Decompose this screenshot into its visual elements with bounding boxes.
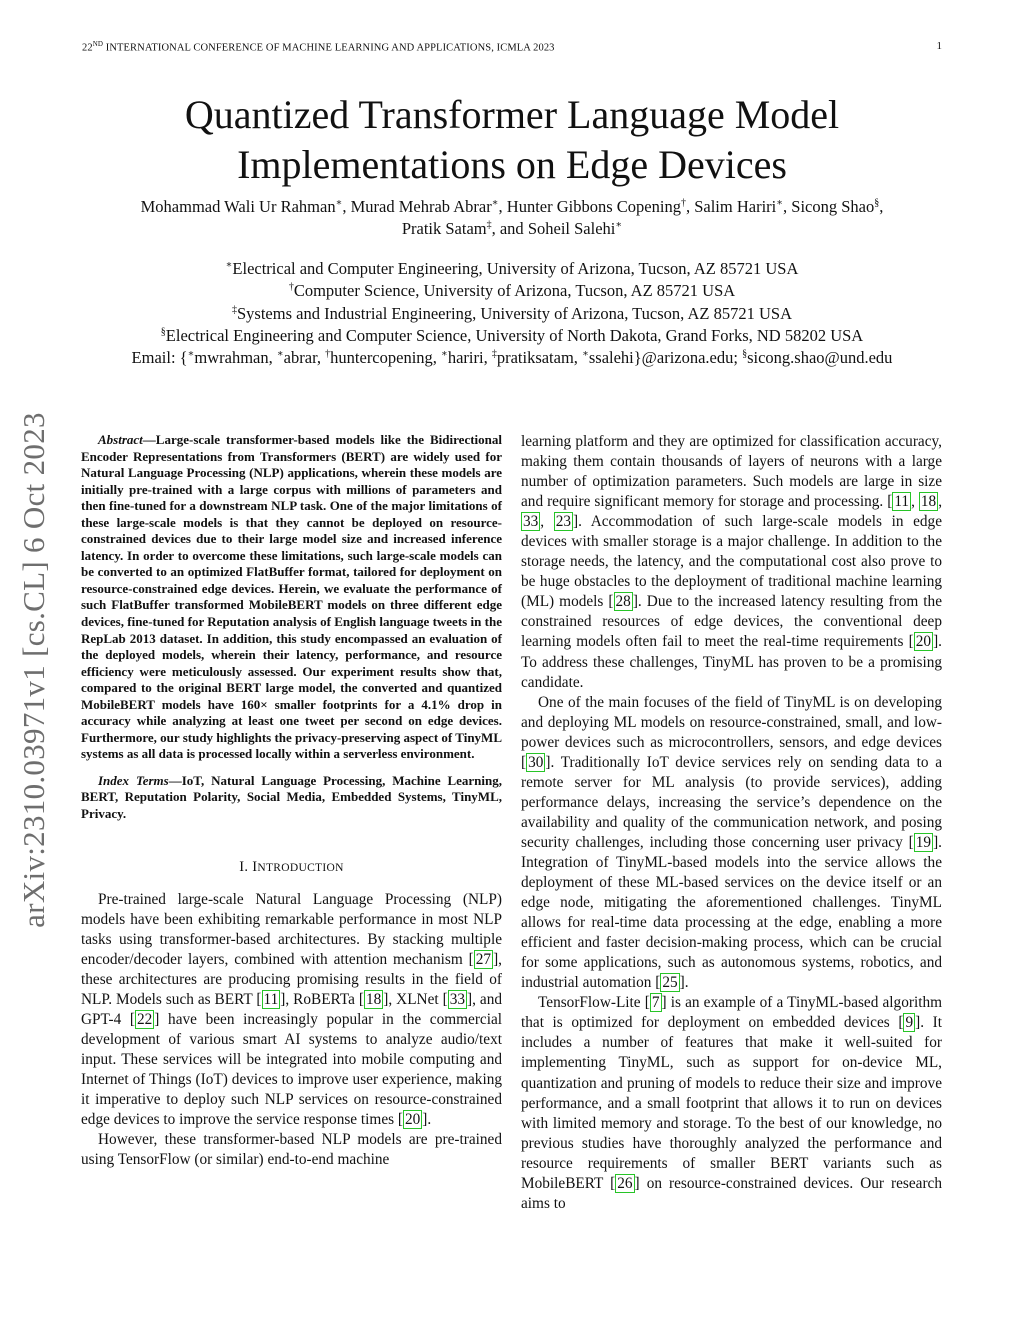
arxiv-identifier: arXiv:2310.03971v1 [cs.CL] 6 Oct 2023 xyxy=(16,412,51,928)
intro-paragraph-4: TensorFlow-Lite [ 7 ] is an example of a TinyML-based algorithm that is optimized for deployment on embedded devices [ 9 ]. It includes a number of features that make it well-suited for implementing TinyML, such as support for on-device ML, quantization and pruning of models to reduce their size and improve performance, and a small footprint that allows it to run on devices with limited memory and storage. To the best of our knowledge, no previous studies have thoroughly analyzed the performance and resource requirements of smaller BERT variants such as MobileBERT [ 26 ] on resource-constrained devices. Our research aims to xyxy=(521,994,942,1212)
citation-link[interactable]: 22 xyxy=(137,1010,153,1028)
citation-link[interactable]: 27 xyxy=(475,950,492,968)
right-column xyxy=(521,432,942,1214)
affiliations xyxy=(70,258,954,369)
citation-link[interactable]: 25 xyxy=(662,974,678,992)
section-heading-introduction: I. INTRODUCTION xyxy=(239,858,344,875)
abstract: Abstract—Large-scale transformer-based models like the Bidirectional Encoder Representations from Transformers (BERT) are widely used for Natural Language Processing (NLP) applications, wherein these models are initially pre-trained with a large corpus with millions of parameters and then fine-tuned for a downstream NLP task. One of the major limitations of these large-scale models is that they cannot be deployed on resource-constrained devices due to their large model size and increased inference latency. In order to overcome these limitations, such large-scale models can be converted to an optimized FlatBuffer format, tailored for deployment on resource-constrained edge devices. Herein, we evaluate the performance of such FlatBuffer transformed MobileBERT models on three different edge devices, fine-tuned for Reputation analysis of English language tweets in the RepLab 2013 dataset. In addition, this study encompassed an evaluation of the deployed models, wherein their latency, performance, and resource efficiency were meticulously assessed. Our experiment results show that, compared to the original BERT large model, the converted and quantized MobileBERT models have 160× smaller footprints for a 4.1% drop in accuracy while analyzing at least one tweet per second on edge devices. Furthermore, our study highlights the privacy-preserving aspect of TinyML systems as all data is processed locally within a serverless environment. xyxy=(81,432,502,762)
intro-paragraph-2-start: However, these transformer-based NLP models are pre-trained using TensorFlow (or similar) end-to-end machine xyxy=(81,1131,502,1169)
citation-link[interactable]: 23 xyxy=(555,513,572,531)
citation-link[interactable]: 33 xyxy=(449,990,466,1008)
affiliation-arizona-ece: ∗Electrical and Computer Engineering, University of Arizona, Tucson, AZ 85721 USA xyxy=(225,259,799,278)
index-terms: Index Terms—IoT, Natural Language Processing, Machine Learning, BERT, Reputation Polarity, Social Media, Embedded Systems, TinyML, Privacy. xyxy=(81,772,503,822)
intro-paragraph-3: One of the main focuses of the field of TinyML is on developing and deploying ML models on resource-constrained, small, and low-power devices such as microcontrollers, sensors, and edge devices [ 30 ]. Traditionally IoT device services rely on sending data to a remote server for ML analysis (to provide services), adding performance delays, increasing the service’s dependence on the availability and quality of the communication network, and posing security challenges, including those concerning user privacy [ 19 ]. Integration of TinyML-based models into the service allows the deployment of these ML-based services on the device itself or an edge node, mitigating the aforementioned challenges. TinyML allows for real-time data processing at the edge, enabling a more efficient and faster decision-making process, which can be crucial for some applications, such as autonomous systems, robotics, and industrial automation [ 25 ]. xyxy=(521,693,942,992)
citation-link[interactable]: 18 xyxy=(365,990,382,1008)
paper-title: Quantized Transformer Language Model Implementations on Edge Devices xyxy=(184,92,840,187)
citation-link[interactable]: 26 xyxy=(617,1174,633,1192)
author-list: Mohammad Wali Ur Rahman∗, Murad Mehrab Abrar∗, Hunter Gibbons Copening†, Salim Hariri∗, Sicong Shao§, Pratik Satam‡, and Soheil Salehi∗ xyxy=(140,197,884,238)
citation-link[interactable]: 20 xyxy=(915,633,932,651)
citation-link[interactable]: 28 xyxy=(615,593,631,611)
citation-link[interactable]: 9 xyxy=(905,1014,914,1032)
citation-link[interactable]: 19 xyxy=(915,833,932,851)
citation-link[interactable]: 11 xyxy=(263,990,279,1008)
intro-paragraph-1: Pre-trained large-scale Natural Language Processing (NLP) models have been exhibiting remarkable performance in most NLP tasks using transformer-based architectures. By stacking multiple encoder/decoder layers, combined with attention mechanism [ 27 ], these architectures are producing promising results in the field of NLP. Models such as BERT [ 11 ], RoBERTa [ 18 ], XLNet [ 33 ], and GPT-4 [ 22 ] have been increasingly popular in the commercial development of various smart AI systems to analyze audio/text input. These services will be integrated into mobile computing and Internet of Things (IoT) devices to improve user experience, making it imperative to deploy such NLP services on resource-constrained edge devices to improve the service response times [ 20 ]. xyxy=(81,890,502,1129)
running-header: 22ND INTERNATIONAL CONFERENCE OF MACHINE LEARNING AND APPLICATIONS, ICMLA 2023 xyxy=(82,40,555,54)
citation-link[interactable]: 18 xyxy=(920,493,937,511)
affiliation-arizona-cs: †Computer Science, University of Arizona, Tucson, AZ 85721 USA xyxy=(288,281,736,301)
email-line: Email: {∗mwrahman, ∗abrar, †huntercopening, ∗hariri, ‡pratiksatam, ∗ssalehi}@arizona.edu; §sicong.shao@und.edu xyxy=(131,348,893,368)
citation-link[interactable]: 11 xyxy=(894,493,910,511)
citation-link[interactable]: 20 xyxy=(405,1111,421,1129)
citation-link[interactable]: 33 xyxy=(523,513,539,531)
citation-link[interactable]: 30 xyxy=(528,753,544,771)
affiliation-arizona-sie: ‡Systems and Industrial Engineering, University of Arizona, Tucson, AZ 85721 USA xyxy=(231,303,792,323)
intro-paragraph-2-continued: learning platform and they are optimized for classification accuracy, making them contain thousands of layers of neurons with a large number of optimization parameters. Such models are large in size and require significant memory for storage and processing. [ 11 , 18 , 33 , 23 ]. Accommodation of such large-scale models in edge devices with smaller storage is a major challenge. In addition to the storage needs, the latency, and the computational cost also prove to be huge obstacles to the deployment of traditional machine learning (ML) models [ 28 ]. Due to the increased latency resulting from the constrained resources of edge devices, the conventional deep learning models often fail to meet the real-time requirements [ 20 ]. To address these challenges, TinyML has proven to be a promising candidate. xyxy=(521,433,943,691)
page-number: 1 xyxy=(936,40,942,52)
affiliation-und-eecs: §Electrical Engineering and Computer Science, University of North Dakota, Grand Forks, ND 58202 USA xyxy=(160,325,864,345)
left-column xyxy=(81,432,502,1170)
citation-link[interactable]: 7 xyxy=(651,994,660,1012)
